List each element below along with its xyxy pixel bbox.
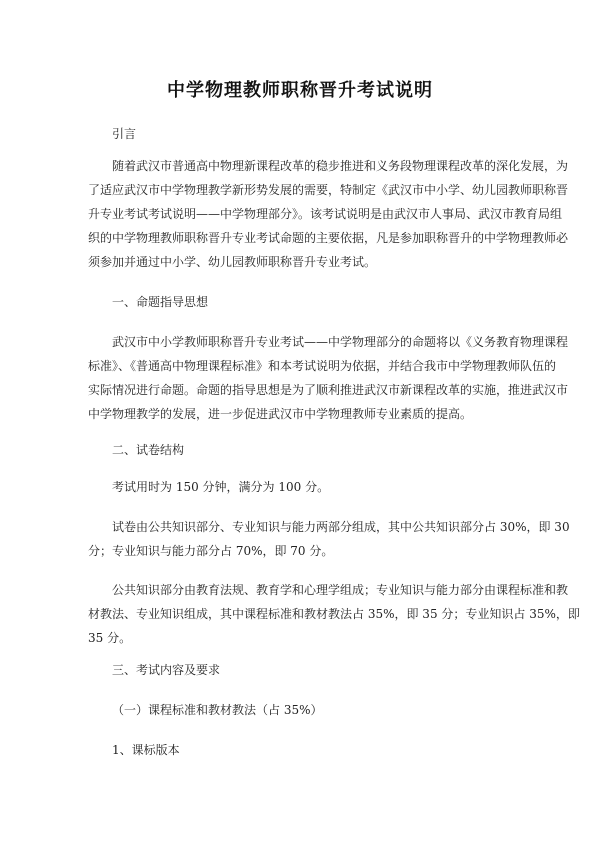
- section3-item-1: 1、课标版本: [112, 743, 180, 757]
- section3-subheading-1: （一）课程标准和教材教法（占 35%）: [112, 703, 323, 717]
- section2-paragraph-3-line-2: 材教法、专业知识组成，其中课程标准和教材教法占 35%，即 35 分；专业知识占 35%，即: [88, 607, 580, 621]
- section1-line-3: 实际情况进行命题。命题的指导思想是为了顺利推进武汉市新课程改革的实施，推进武汉市: [88, 383, 569, 397]
- intro-line-4: 织的中学物理教师职称晋升专业考试命题的主要依据，凡是参加职称晋升的中学物理教师必: [88, 231, 569, 245]
- section2-paragraph-2-line-2: 分；专业知识与能力部分占 70%，即 70 分。: [88, 544, 334, 558]
- document-title: 中学物理教师职称晋升考试说明: [167, 80, 433, 101]
- intro-line-2: 了适应武汉市中学物理教学新形势发展的需要，特制定《武汉市中小学、幼儿园教师职称晋: [88, 183, 569, 197]
- intro-line-1: 随着武汉市普通高中物理新课程改革的稳步推进和义务段物理课程改革的深化发展，为: [112, 159, 569, 173]
- section1-line-1: 武汉市中小学教师职称晋升专业考试——中学物理部分的命题将以《义务教育物理课程: [112, 335, 569, 349]
- section2-paragraph-3-line-3: 35 分。: [88, 631, 132, 645]
- intro-line-3: 升专业考试考试说明——中学物理部分》。该考试说明是由武汉市人事局、武汉市教育局组: [88, 207, 563, 221]
- section2-paragraph-1: 考试用时为 150 分钟，满分为 100 分。: [112, 480, 330, 494]
- section1-line-2: 标准》、《普通高中物理课程标准》和本考试说明为依据，并结合我市中学物理教师队伍的: [88, 359, 557, 373]
- intro-heading: 引言: [112, 127, 137, 141]
- section1-heading: 一、命题指导思想: [112, 295, 209, 309]
- section2-heading: 二、试卷结构: [112, 443, 185, 457]
- section3-heading: 三、考试内容及要求: [112, 663, 221, 677]
- section2-paragraph-2-line-1: 试卷由公共知识部分、专业知识与能力两部分组成，其中公共知识部分占 30%，即 30: [112, 520, 570, 534]
- section2-paragraph-3-line-1: 公共知识部分由教育法规、教育学和心理学组成；专业知识与能力部分由课程标准和教: [112, 583, 569, 597]
- section1-line-4: 中学物理教学的发展，进一步促进武汉市中学物理教师专业素质的提高。: [88, 407, 473, 421]
- intro-line-5: 须参加并通过中小学、幼儿园教师职称晋升专业考试。: [88, 255, 377, 269]
